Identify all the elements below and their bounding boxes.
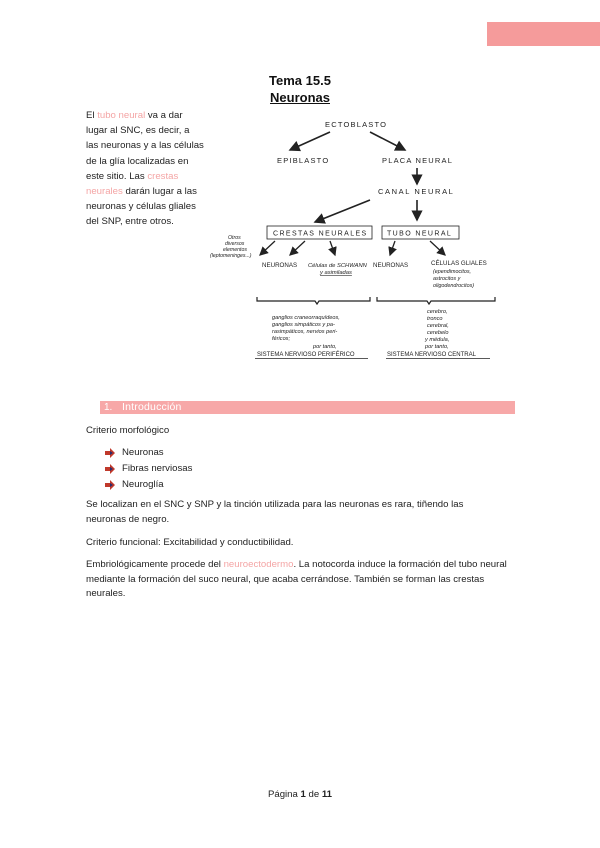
central-line-2: tronco (427, 316, 443, 322)
otros-line-1: Otros (228, 235, 241, 241)
arrow-to-crestas (315, 200, 370, 222)
title-line-1: Tema 15.5 (269, 73, 331, 88)
section-title: Introducción (122, 401, 182, 413)
highlight-neuroectodermo: neuroectodermo (223, 559, 294, 570)
node-crestas-neurales: CRESTAS NEURALES (273, 230, 368, 238)
page-footer: Página 1 de 11 (267, 789, 333, 800)
bullet-text: Neuronas (122, 447, 164, 458)
criterio-morfologico: Criterio morfológico (86, 425, 170, 436)
intro-paragraph: El tubo neural va a dar lugar al SNC, es decir, a las neuronas y a las células de la glía localizadas en este sitio. Las crestas neurales darán lugar a las neuronas y células gliales del SNP, entre otros. (86, 110, 204, 228)
page-title (250, 72, 350, 106)
periferico-line-1: ganglios craneorraquídeos, (272, 315, 340, 321)
central-line-6: por tanto, (425, 344, 449, 350)
gliales-line-1: CÉLULAS GLIALES (431, 260, 487, 267)
list-item (105, 477, 192, 493)
paragraph-funcional: Criterio funcional: Excitabilidad y conductibilidad. (86, 537, 294, 548)
neural-development-diagram (205, 112, 505, 367)
section-heading-introduccion (100, 401, 515, 414)
bullet-list (105, 445, 192, 493)
periferico-line-4: féricos; (272, 336, 291, 342)
periferico-line-2: ganglios simpáticos y pa- (272, 322, 335, 328)
bullet-text: Fibras nerviosas (122, 463, 193, 474)
node-canal-neural: CANAL NEURAL (378, 187, 455, 196)
periferico-line-3: rasimpáticos, nervios peri- (272, 329, 338, 335)
node-neuronas-right: NEURONAS (373, 262, 409, 269)
central-line-1: cerebro, (427, 309, 448, 315)
node-ectoblasto: ECTOBLASTO (325, 120, 388, 129)
arrow-bullet-icon (105, 480, 116, 490)
otros-line-2: diversos (225, 241, 245, 247)
periferico-line-5: por tanto, (313, 344, 337, 350)
title-line-2: Neuronas (270, 90, 330, 105)
central-line-5: y médula, (425, 337, 450, 343)
list-item (105, 461, 192, 477)
highlight-crestas-neurales: crestas neurales (86, 170, 179, 198)
gliales-line-2: (ependimocitos, (433, 269, 472, 275)
total-pages: 11 (321, 789, 333, 800)
arrow-to-placa (370, 132, 405, 150)
central-line-4: cerebelo (427, 330, 449, 336)
gliales-line-3: astrocitos y (433, 276, 461, 282)
periferico-line-6: SISTEMA NERVIOSO PERIFÉRICO (257, 352, 355, 358)
schwann-line-2: y asimiladas (320, 270, 352, 276)
paragraph-localizan: Se localizan en el SNC y SNP y la tinción utilizada para las neuronas es rara, tiñendo las neuronas de negro. (86, 499, 464, 525)
current-page: 1 (300, 789, 306, 800)
node-placa-neural: PLACA NEURAL (382, 156, 454, 165)
schwann-line-1: Células de SCHWANN (308, 263, 367, 269)
node-neuronas-left: NEURONAS (262, 262, 298, 269)
list-item (105, 445, 192, 461)
node-tubo-neural: TUBO NEURAL (387, 230, 453, 238)
section-number: 1. (104, 402, 113, 413)
otros-line-3: elementos (223, 247, 247, 253)
central-line-3: cerebral, (427, 323, 449, 329)
otros-line-4: (leptomeninges...) (210, 253, 252, 259)
bullet-text: Neuroglía (122, 479, 164, 490)
gliales-line-4: oligodendrocitos) (433, 283, 475, 289)
central-line-7: SISTEMA NERVIOSO CENTRAL (387, 352, 476, 358)
header-tab-decoration (487, 22, 600, 46)
arrow-to-epiblasto (290, 132, 330, 150)
paragraph-embriologico: Embriológicamente procede del neuroectodermo. La notocorda induce la formación del tubo neural mediante la formación del suco neural, que acaba cerrándose. También se forman las crestas neurales. (86, 559, 507, 599)
arrow-bullet-icon (105, 464, 116, 474)
arrow-bullet-icon (105, 448, 116, 458)
highlight-tubo-neural: tubo neural (97, 110, 146, 121)
node-epiblasto: EPIBLASTO (277, 156, 330, 165)
